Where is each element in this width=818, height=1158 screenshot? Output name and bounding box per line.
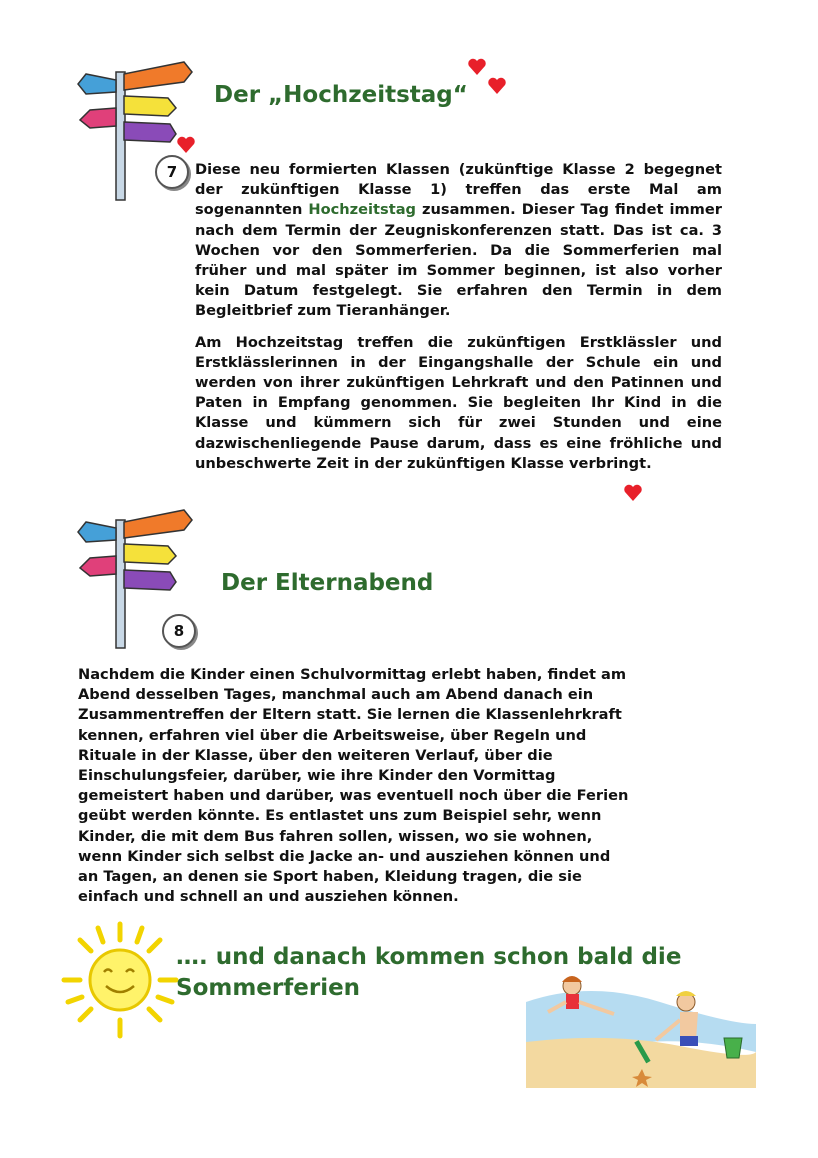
text-line: geübt werden könnte. Es entlastet uns zum Beispiel sehr, wenn <box>78 807 602 825</box>
heart-icon <box>623 484 643 506</box>
text-line: Kinder, die mit dem Bus fahren sollen, wissen, wo sie wohnen, <box>78 827 593 845</box>
hochzeitstag-highlight: Hochzeitstag <box>308 201 416 219</box>
section-8-body <box>78 665 678 907</box>
closing-line-1: …. und danach kommen schon bald die <box>176 944 682 970</box>
heart-icon <box>487 77 507 99</box>
text-line: Einschulungsfeier, darüber, wie ihre Kinder den Vormittag <box>78 767 556 785</box>
heart-icon <box>467 58 487 80</box>
text-line: Rituale in der Klasse, über den weiteren Verlauf, über die <box>78 746 553 764</box>
sun-icon <box>60 920 180 1040</box>
text-line: wenn Kinder sich selbst die Jacke an- und ausziehen können und <box>78 847 611 865</box>
closing-line-2: Sommerferien <box>176 975 361 1001</box>
text-line: einfach und schnell an und ausziehen können. <box>78 888 459 906</box>
text-line: an Tagen, an denen sie Sport haben, Kleidung tragen, die sie <box>78 868 582 886</box>
step-number-8: 8 <box>162 614 196 648</box>
section-7-title: Der „Hochzeitstag“ <box>214 82 468 108</box>
text-line: Abend desselben Tages, manchmal auch am Abend danach ein <box>78 686 594 704</box>
text-line: Nachdem die Kinder einen Schulvormittag erlebt haben, findet am <box>78 666 627 683</box>
section-7-paragraph-2: Am Hochzeitstag treffen die zukünftigen Erstklässler und Erstklässlerinnen in der Eingangshalle der Schule ein und werden von ihrer zukünftigen Lehrkraft und den Patinnen und Paten in Empfang genommen. Sie begleiten Ihr Kind in die Klasse und kümmern sich für zwei Stunden und eine dazwischenliegende Pause darum, dass es eine fröhliche und unbeschwerte Zeit in der zukünftigen Klasse verbringt. <box>195 333 722 472</box>
section-8-title: Der Elternabend <box>221 570 434 596</box>
beach-children-illustration <box>520 962 760 1090</box>
heart-icon <box>176 136 196 158</box>
step-number-7: 7 <box>155 155 189 189</box>
text-line: Zusammentreffen der Eltern statt. Sie lernen die Klassenlehrkraft <box>78 706 622 724</box>
section-7-paragraph-1: Diese neu formierten Klassen (zukünftige Klasse 2 begegnet der zukünftigen Klasse 1) treffen das erste Mal am sogenannten Hochzeitstag zusammen. Dieser Tag findet immer nach dem Termin der Zeugniskonferenzen statt. Das ist ca. 3 Wochen vor den Sommerferien. Da die Sommerferien mal früher und mal später im Sommer beginnen, ist also vorher kein Datum festgelegt. Sie erfahren den Termin in dem Begleitbrief zum Tieranhänger. <box>195 161 722 320</box>
text-line: kennen, erfahren viel über die Arbeitsweise, über Regeln und <box>78 726 587 744</box>
section-7-body <box>195 160 722 474</box>
text-line: gemeistert haben und darüber, was eventuell noch über die Ferien <box>78 787 629 805</box>
